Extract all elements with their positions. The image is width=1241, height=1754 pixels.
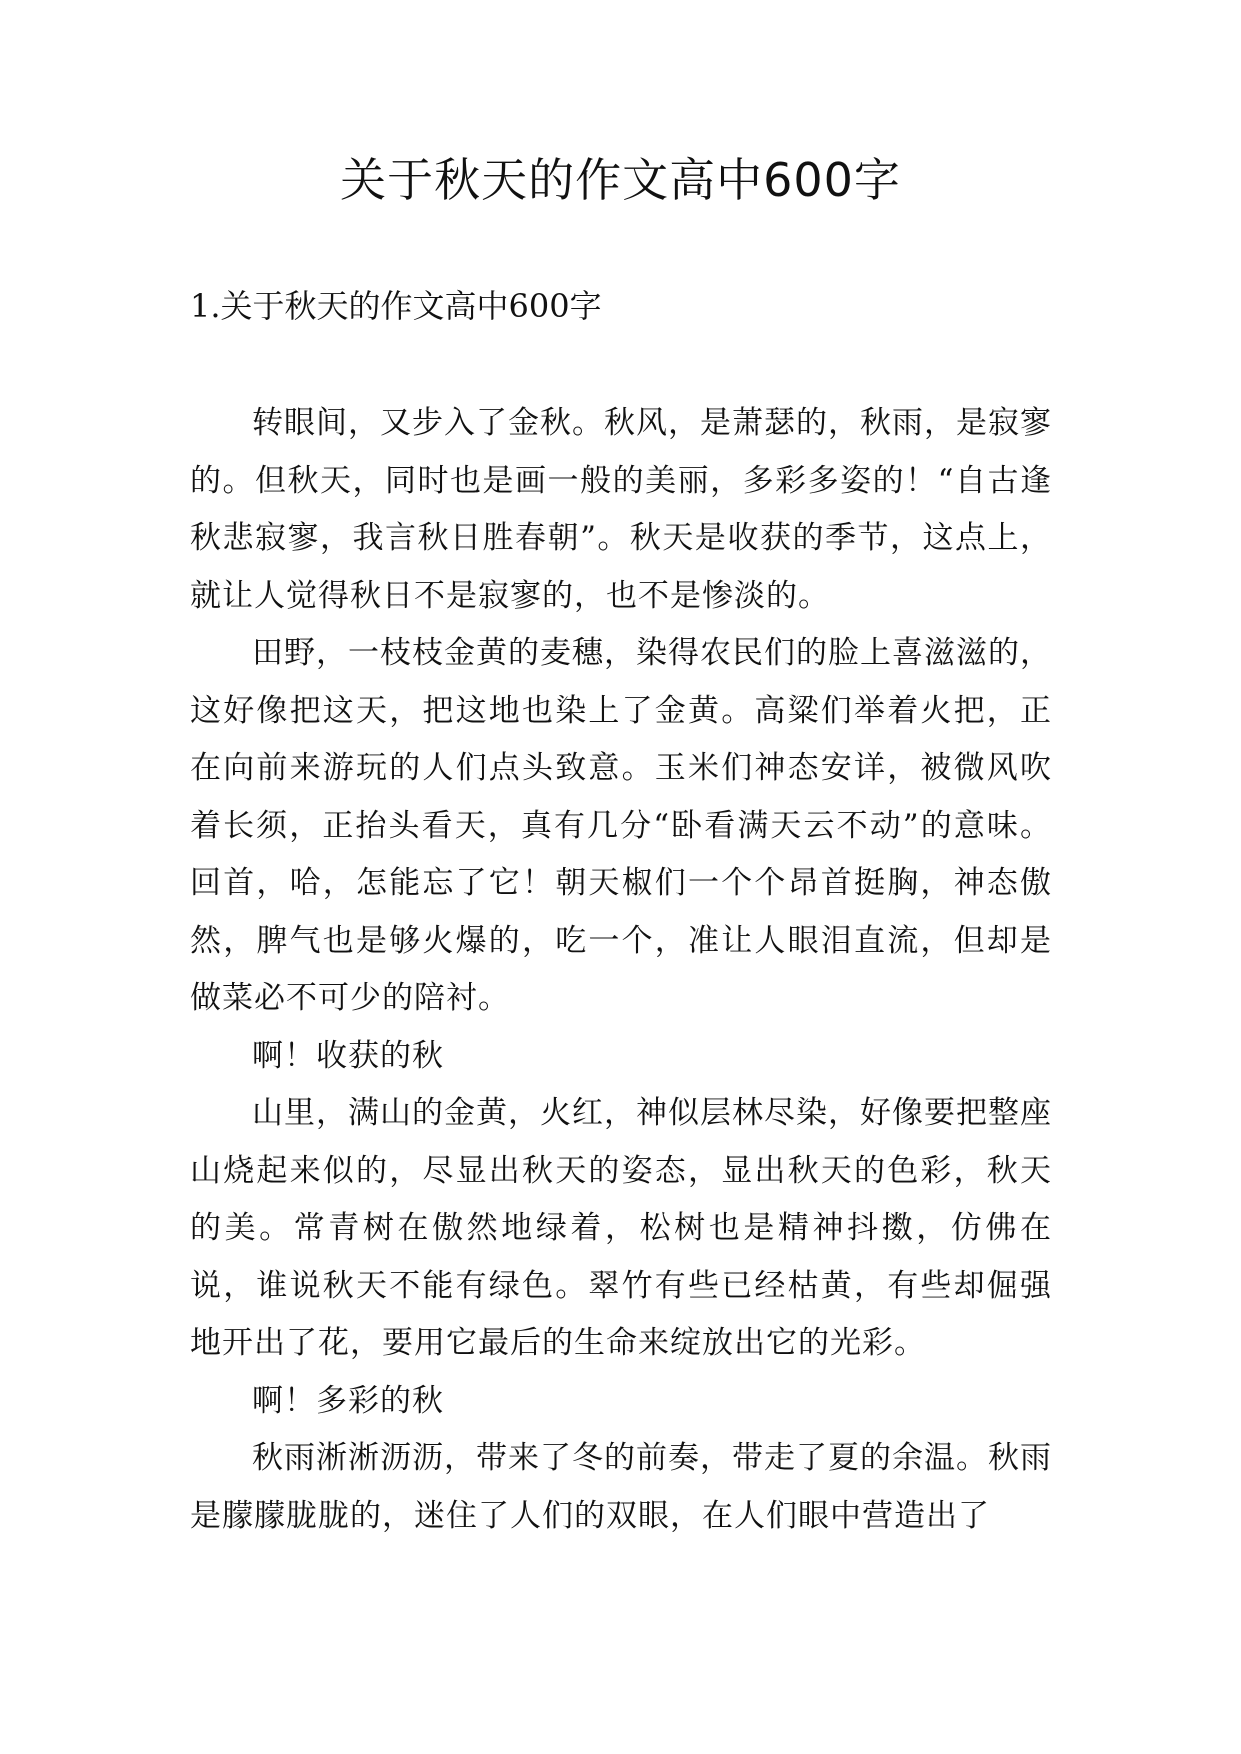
paragraph: 山里，满山的金黄，火红，神似层林尽染，好像要把整座山烧起来似的，尽显出秋天的姿态，显出秋天的色彩，秋天的美。常青树在傲然地绿着，松树也是精神抖擞，仿佛在说，谁说秋天不能有绿色。翠竹有些已经枯黄，有些却倔强地开出了花，要用它最后的生命来绽放出它的光彩。 (190, 1095, 1052, 1361)
paragraph: 啊！收获的秋 (252, 1037, 444, 1074)
paragraph: 田野，一枝枝金黄的麦穗，染得农民们的脸上喜滋滋的，这好像把这天，把这地也染上了金黄。高粱们举着火把，正在向前来游玩的人们点头致意。玉米们神态安详，被微风吹着长须，正抬头看天，真有几分“卧看满天云不动”的意味。回首，哈，怎能忘了它！朝天椒们一个个昂首挺胸，神态傲然，脾气也是够火爆的，吃一个，准让人眼泪直流，但却是做菜必不可少的陪衬。 (190, 635, 1052, 1016)
paragraph: 秋雨淅淅沥沥，带来了冬的前奏，带走了夏的余温。秋雨是朦朦胧胧的，迷住了人们的双眼，在人们眼中营造出了 (190, 1440, 1052, 1534)
essay-body (190, 395, 1052, 1545)
paragraph: 转眼间，又步入了金秋。秋风，是萧瑟的，秋雨，是寂寥的。但秋天，同时也是画一般的美丽，多彩多姿的！“自古逢秋悲寂寥，我言秋日胜春朝”。秋天是收获的季节，这点上，就让人觉得秋日不是寂寥的，也不是惨淡的。 (190, 405, 1052, 614)
paragraph: 啊！多彩的秋 (252, 1382, 444, 1419)
section-heading: 1.关于秋天的作文高中600字 (190, 287, 602, 325)
page-title: 关于秋天的作文高中600字 (340, 153, 901, 207)
